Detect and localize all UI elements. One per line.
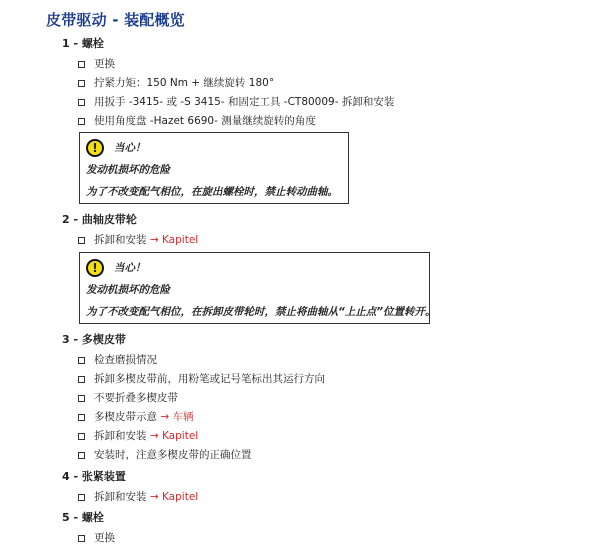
vehicle-link[interactable]: → 车辆 <box>160 411 194 423</box>
section-heading: 2 - 曲轴皮带轮 <box>62 213 137 226</box>
checkbox-bullet-icon <box>78 535 85 542</box>
list-item: 拆卸和安装 → Kapitel <box>62 488 198 507</box>
list-item: 更换 <box>62 529 115 548</box>
list-item: 拆卸和安装 → Kapitel <box>62 231 198 250</box>
section-tensioner <box>62 469 198 507</box>
section-heading: 3 - 多楔皮带 <box>62 333 126 346</box>
warning-caution: 当心！ <box>114 262 146 274</box>
section-crankshaft-pulley <box>62 212 198 250</box>
checkbox-bullet-icon <box>78 80 85 87</box>
list-item: 不要折叠多楔皮带 <box>62 389 325 408</box>
checkbox-bullet-icon <box>78 494 85 501</box>
warning-icon: ! <box>86 259 104 277</box>
list-item: 用扳手 -3415- 或 -S 3415- 和固定工具 -CT80009- 拆卸和安装 <box>62 93 394 112</box>
list-item: 安装时，注意多楔皮带的正确位置 <box>62 446 325 465</box>
list-item: 检查磨损情况 <box>62 351 325 370</box>
list-item: 拆卸和安装 → Kapitel <box>62 427 325 446</box>
section-bolt-2 <box>62 510 115 548</box>
checkbox-bullet-icon <box>78 61 85 68</box>
warning-title: 发动机损坏的危险 <box>86 284 170 296</box>
warning-text: 为了不改变配气相位，在拆卸皮带轮时，禁止将曲轴从“上止点”位置转开。 <box>86 306 436 318</box>
checkbox-bullet-icon <box>78 357 85 364</box>
warning-box <box>79 132 349 204</box>
checkbox-bullet-icon <box>78 237 85 244</box>
section-heading: 4 - 张紧装置 <box>62 470 126 483</box>
kapitel-link[interactable]: → Kapitel <box>149 491 199 503</box>
checkbox-bullet-icon <box>78 376 85 383</box>
list-item: 拆卸多楔皮带前，用粉笔或记号笔标出其运行方向 <box>62 370 325 389</box>
section-bolt <box>62 36 394 131</box>
kapitel-link[interactable]: → Kapitel <box>149 430 199 442</box>
section-heading: 5 - 螺栓 <box>62 511 104 524</box>
checkbox-bullet-icon <box>78 118 85 125</box>
warning-box <box>79 252 436 324</box>
warning-text: 为了不改变配气相位，在旋出螺栓时，禁止转动曲轴。 <box>86 186 338 198</box>
warning-title: 发动机损坏的危险 <box>86 164 170 176</box>
section-heading: 1 - 螺栓 <box>62 37 104 50</box>
list-item: 多楔皮带示意 → 车辆 <box>62 408 325 427</box>
page-title: 皮带驱动 - 装配概览 <box>46 11 185 29</box>
checkbox-bullet-icon <box>78 414 85 421</box>
list-item: 更换 <box>62 55 394 74</box>
section-ribbed-belt <box>62 332 325 465</box>
checkbox-bullet-icon <box>78 433 85 440</box>
kapitel-link[interactable]: → Kapitel <box>149 234 199 246</box>
checkbox-bullet-icon <box>78 99 85 106</box>
checkbox-bullet-icon <box>78 395 85 402</box>
list-item: 拧紧力矩：150 Nm + 继续旋转 180° <box>62 74 394 93</box>
warning-caution: 当心！ <box>114 142 146 154</box>
warning-icon: ! <box>86 139 104 157</box>
list-item: 使用角度盘 -Hazet 6690- 测量继续旋转的角度 <box>62 112 394 131</box>
checkbox-bullet-icon <box>78 452 85 459</box>
